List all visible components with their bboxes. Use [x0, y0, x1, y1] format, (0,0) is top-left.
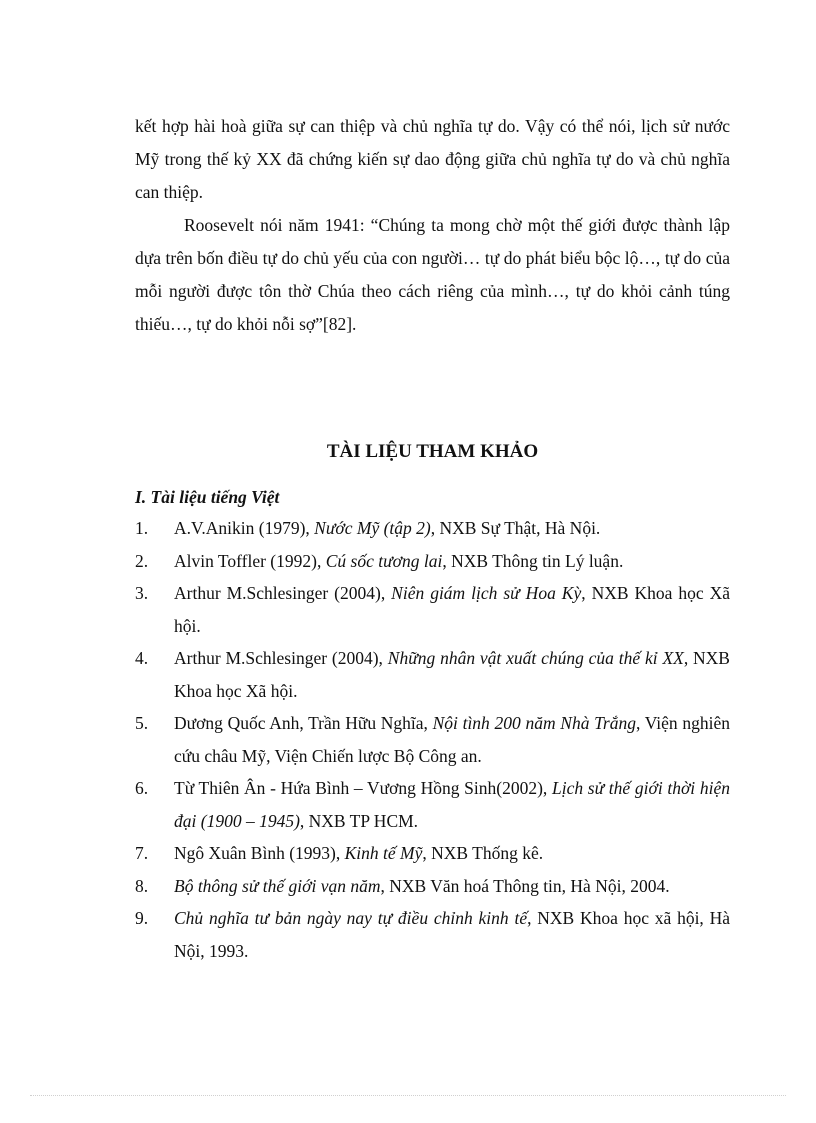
- reference-work-title: Bộ thông sử thế giới vạn năm: [174, 875, 381, 896]
- reference-text: [174, 642, 730, 707]
- reference-work-title: Nội tình 200 năm Nhà Trắng: [432, 713, 636, 733]
- reference-number: 7.: [135, 843, 149, 863]
- reference-number: 9.: [135, 908, 149, 928]
- reference-work-title: Niên giám lịch sử Hoa Kỳ: [391, 583, 582, 603]
- body-paragraph: Roosevelt nói năm 1941: “Chúng ta mong chờ một thế giới được thành lập dựa trên bốn điều tự do chủ yếu của con người… tự do phát biểu bộc lộ…, tự do của mỗi người được tôn thờ Chúa theo cách riêng của mình…, tự do khỏi cảnh túng thiếu…, tự do khỏi nỗi sợ”[82].: [135, 215, 730, 334]
- reference-publisher: , NXB Khoa học Xã hội.: [174, 583, 730, 636]
- reference-work-title: Lịch sử thế giới thời hiện đại (1900 – 1945): [174, 778, 730, 831]
- reference-publisher: , NXB Thông tin Lý luận.: [442, 550, 624, 571]
- reference-number: 6.: [135, 778, 149, 798]
- reference-work-title: Kinh tế Mỹ: [344, 843, 423, 863]
- reference-publisher: , NXB Khoa học Xã hội.: [174, 648, 730, 701]
- reference-author: A.V.Anikin (1979),: [174, 518, 315, 538]
- body-paragraph: kết hợp hài hoà giữa sự can thiệp và chủ nghĩa tự do. Vậy có thể nói, lịch sử nước Mỹ trong thế kỷ XX đã chứng kiến sự dao động giữa chủ nghĩa tự do và chủ nghĩa can thiệp.: [135, 116, 730, 202]
- reference-item: [135, 772, 730, 837]
- reference-number: 2.: [135, 550, 149, 571]
- reference-text: [174, 577, 730, 642]
- references-section-heading: I. Tài liệu tiếng Việt: [135, 487, 280, 507]
- reference-publisher: , NXB Khoa học xã hội, Hà Nội, 1993.: [174, 908, 731, 961]
- reference-text: [174, 545, 730, 578]
- reference-author: Arthur M.Schlesinger (2004),: [174, 648, 388, 668]
- reference-publisher: , NXB Thống kê.: [422, 843, 544, 863]
- reference-work-title: Cú sốc tương lai: [325, 550, 443, 571]
- reference-number: 3.: [135, 583, 149, 603]
- reference-item: [135, 902, 730, 967]
- reference-item: [135, 512, 730, 545]
- reference-item: [135, 642, 730, 707]
- reference-author: Dương Quốc Anh, Trần Hữu Nghĩa,: [174, 713, 433, 733]
- references-title: TÀI LIỆU THAM KHẢO: [326, 441, 539, 462]
- reference-author: Ngô Xuân Bình (1993),: [174, 843, 345, 863]
- reference-text: [174, 772, 730, 837]
- reference-work-title: Chủ nghĩa tư bản ngày nay tự điều chỉnh kinh tế: [174, 908, 528, 928]
- reference-text: [174, 902, 730, 967]
- reference-item: [135, 870, 730, 903]
- reference-number: 8.: [135, 875, 149, 896]
- reference-publisher: , Viện nghiên cứu châu Mỹ, Viện Chiến lược Bộ Công an.: [174, 713, 731, 766]
- reference-text: [174, 837, 730, 870]
- reference-number: 4.: [135, 648, 149, 668]
- reference-publisher: , NXB Sự Thật, Hà Nội.: [430, 518, 601, 538]
- reference-item: [135, 707, 730, 772]
- reference-work-title: Những nhân vật xuất chúng của thế kỉ XX: [387, 648, 684, 668]
- reference-work-title: Nước Mỹ (tập 2): [314, 518, 431, 538]
- reference-text: [174, 707, 730, 772]
- reference-list: [135, 512, 730, 967]
- reference-item: [135, 837, 730, 870]
- reference-author: Alvin Toffler (1992),: [174, 550, 326, 571]
- reference-author: Arthur M.Schlesinger (2004),: [174, 583, 392, 603]
- reference-text: [174, 512, 730, 545]
- reference-number: 1.: [135, 518, 149, 538]
- reference-author: Từ Thiên Ân - Hứa Bình – Vương Hồng Sinh(2002),: [174, 778, 552, 798]
- reference-publisher: , NXB TP HCM.: [299, 810, 419, 831]
- reference-publisher: , NXB Văn hoá Thông tin, Hà Nội, 2004.: [380, 875, 670, 896]
- body-text: [135, 110, 730, 341]
- reference-text: [174, 870, 730, 903]
- reference-number: 5.: [135, 713, 149, 733]
- reference-item: [135, 577, 730, 642]
- reference-item: [135, 545, 730, 578]
- page-footer-rule: [30, 1095, 786, 1096]
